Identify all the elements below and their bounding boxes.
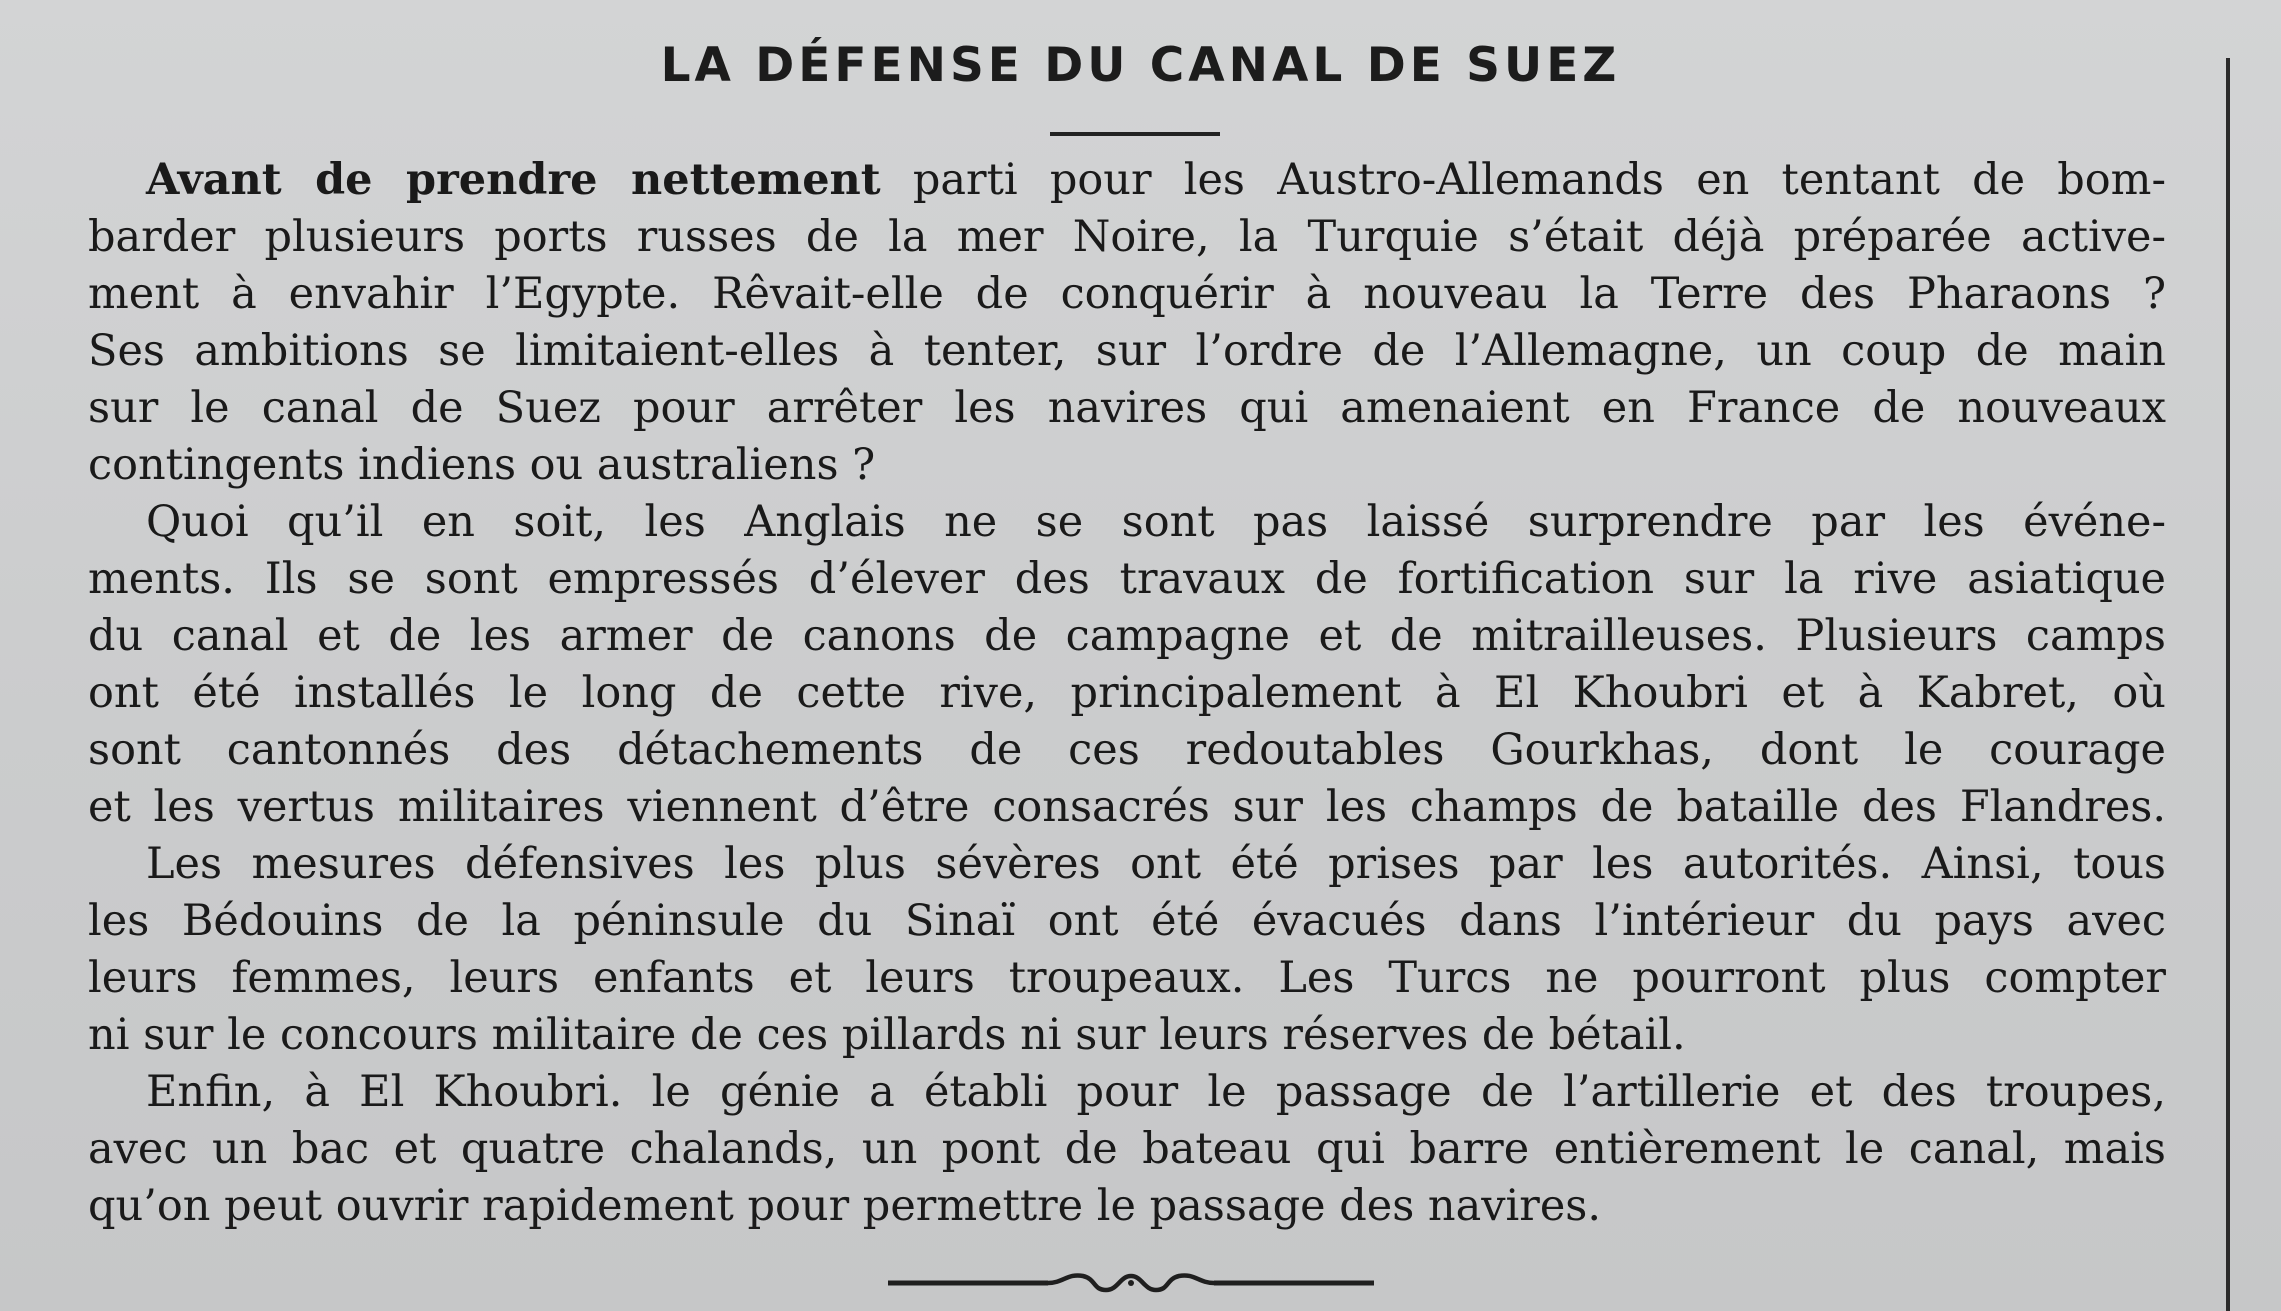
paragraph-2	[88, 494, 2166, 836]
title-underline-rule	[1050, 132, 1220, 136]
text-line: et les vertus militaires viennent d’être consacrés sur les champs de bataille des Flandres.	[88, 782, 2166, 832]
text-line: ni sur le concours militaire de ces pillards ni sur leurs réserves de bétail.	[88, 1010, 1686, 1060]
text-line: du canal et de les armer de canons de campagne et de mitrailleuses. Plusieurs camps	[88, 611, 2166, 661]
column-rule	[2226, 58, 2230, 1311]
text-line: Enfin, à El Khoubri. le génie a établi pour le passage de l’artillerie et des troupes,	[146, 1067, 2166, 1117]
text-line-content: parti pour les Austro-Allemands en tentant de bom-	[880, 155, 2166, 205]
text-line: qu’on peut ouvrir rapidement pour permettre le passage des navires.	[88, 1181, 1602, 1231]
lead-in-text: Avant de prendre nettement	[146, 155, 881, 205]
text-line: ont été installés le long de cette rive, principalement à El Khoubri et à Kabret, où	[88, 668, 2166, 718]
paragraph-4	[88, 1064, 2166, 1235]
text-line: ment à envahir l’Egypte. Rêvait-elle de conquérir à nouveau la Terre des Pharaons ?	[88, 269, 2166, 319]
paragraph-1	[88, 152, 2166, 494]
text-line: barder plusieurs ports russes de la mer Noire, la Turquie s’était déjà préparée active-	[88, 212, 2166, 262]
text-line: leurs femmes, leurs enfants et leurs troupeaux. Les Turcs ne pourront plus compter	[88, 953, 2166, 1003]
text-line: Les mesures défensives les plus sévères ont été prises par les autorités. Ainsi, tous	[146, 839, 2166, 889]
paragraph-3	[88, 836, 2166, 1064]
text-line: Quoi qu’il en soit, les Anglais ne se sont pas laissé surprendre par les événe-	[146, 497, 2166, 547]
article-title: LA DÉFENSE DU CANAL DE SUEZ	[660, 38, 1621, 93]
text-line: Ses ambitions se limitaient-elles à tenter, sur l’ordre de l’Allemagne, un coup de main	[88, 326, 2166, 376]
text-line: contingents indiens ou australiens ?	[88, 440, 876, 490]
text-line: sont cantonnés des détachements de ces redoutables Gourkhas, dont le courage	[88, 725, 2166, 775]
text-line: sur le canal de Suez pour arrêter les navires qui amenaient en France de nouveaux	[88, 383, 2166, 433]
article-body	[88, 152, 2166, 1235]
text-line: les Bédouins de la péninsule du Sinaï ont été évacués dans l’intérieur du pays avec	[88, 896, 2166, 946]
text-line: avec un bac et quatre chalands, un pont de bateau qui barre entièrement le canal, mais	[88, 1124, 2166, 1174]
text-line: ments. Ils se sont empressés d’élever des travaux de fortification sur la rive asiatique	[88, 554, 2166, 604]
text-line	[88, 152, 2166, 209]
decorative-flourish-icon	[888, 1268, 1374, 1298]
